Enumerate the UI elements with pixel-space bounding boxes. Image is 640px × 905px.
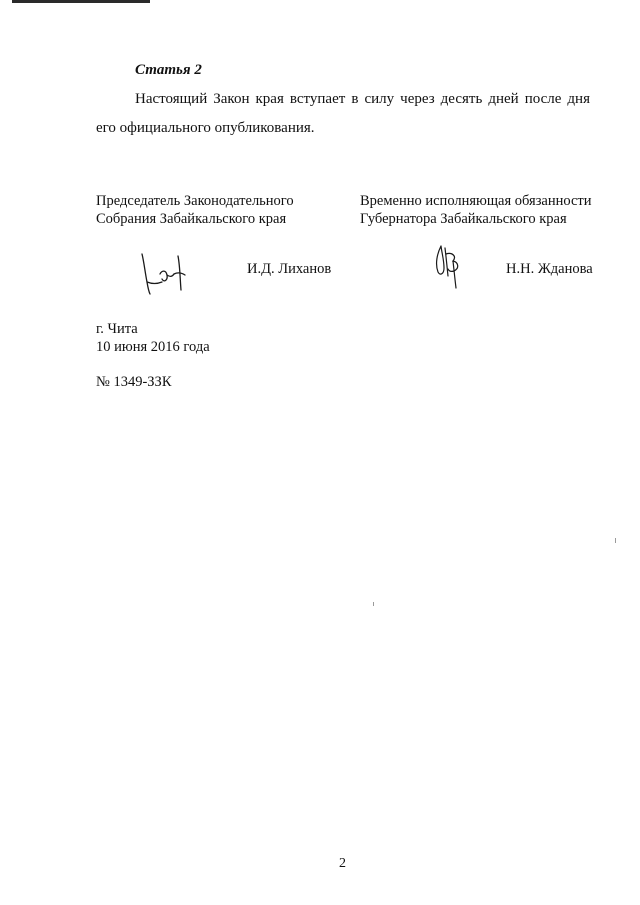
article-heading: Статья 2: [135, 62, 202, 78]
right-signatory-title-line2: Губернатора Забайкальского края: [360, 211, 567, 227]
place-of-signing: г. Чита: [96, 321, 138, 337]
top-rule: [12, 0, 150, 3]
signing-date: 10 июня 2016 года: [96, 339, 210, 355]
right-handwritten-signature: [432, 242, 466, 292]
left-signatory-title-line1: Председатель Законодательного: [96, 193, 294, 209]
document-number: № 1349-ЗЗК: [96, 374, 172, 390]
left-signatory-title-line2: Собрания Забайкальского края: [96, 211, 287, 227]
article-text: Настоящий Закон края вступает в силу через десять дней после дня его официального опубликования.: [96, 91, 590, 136]
right-signatory-title-line1: Временно исполняющая обязанности: [360, 193, 592, 209]
right-signatory-name: Н.Н. Жданова: [506, 261, 593, 277]
scan-speck: [615, 538, 616, 543]
right-signatory-title: [360, 192, 592, 228]
left-handwritten-signature: [138, 248, 188, 298]
left-signatory-title: [96, 192, 294, 228]
left-signatory-name: И.Д. Лиханов: [247, 261, 332, 277]
scan-speck: [373, 602, 374, 606]
page-number: 2: [339, 856, 346, 871]
